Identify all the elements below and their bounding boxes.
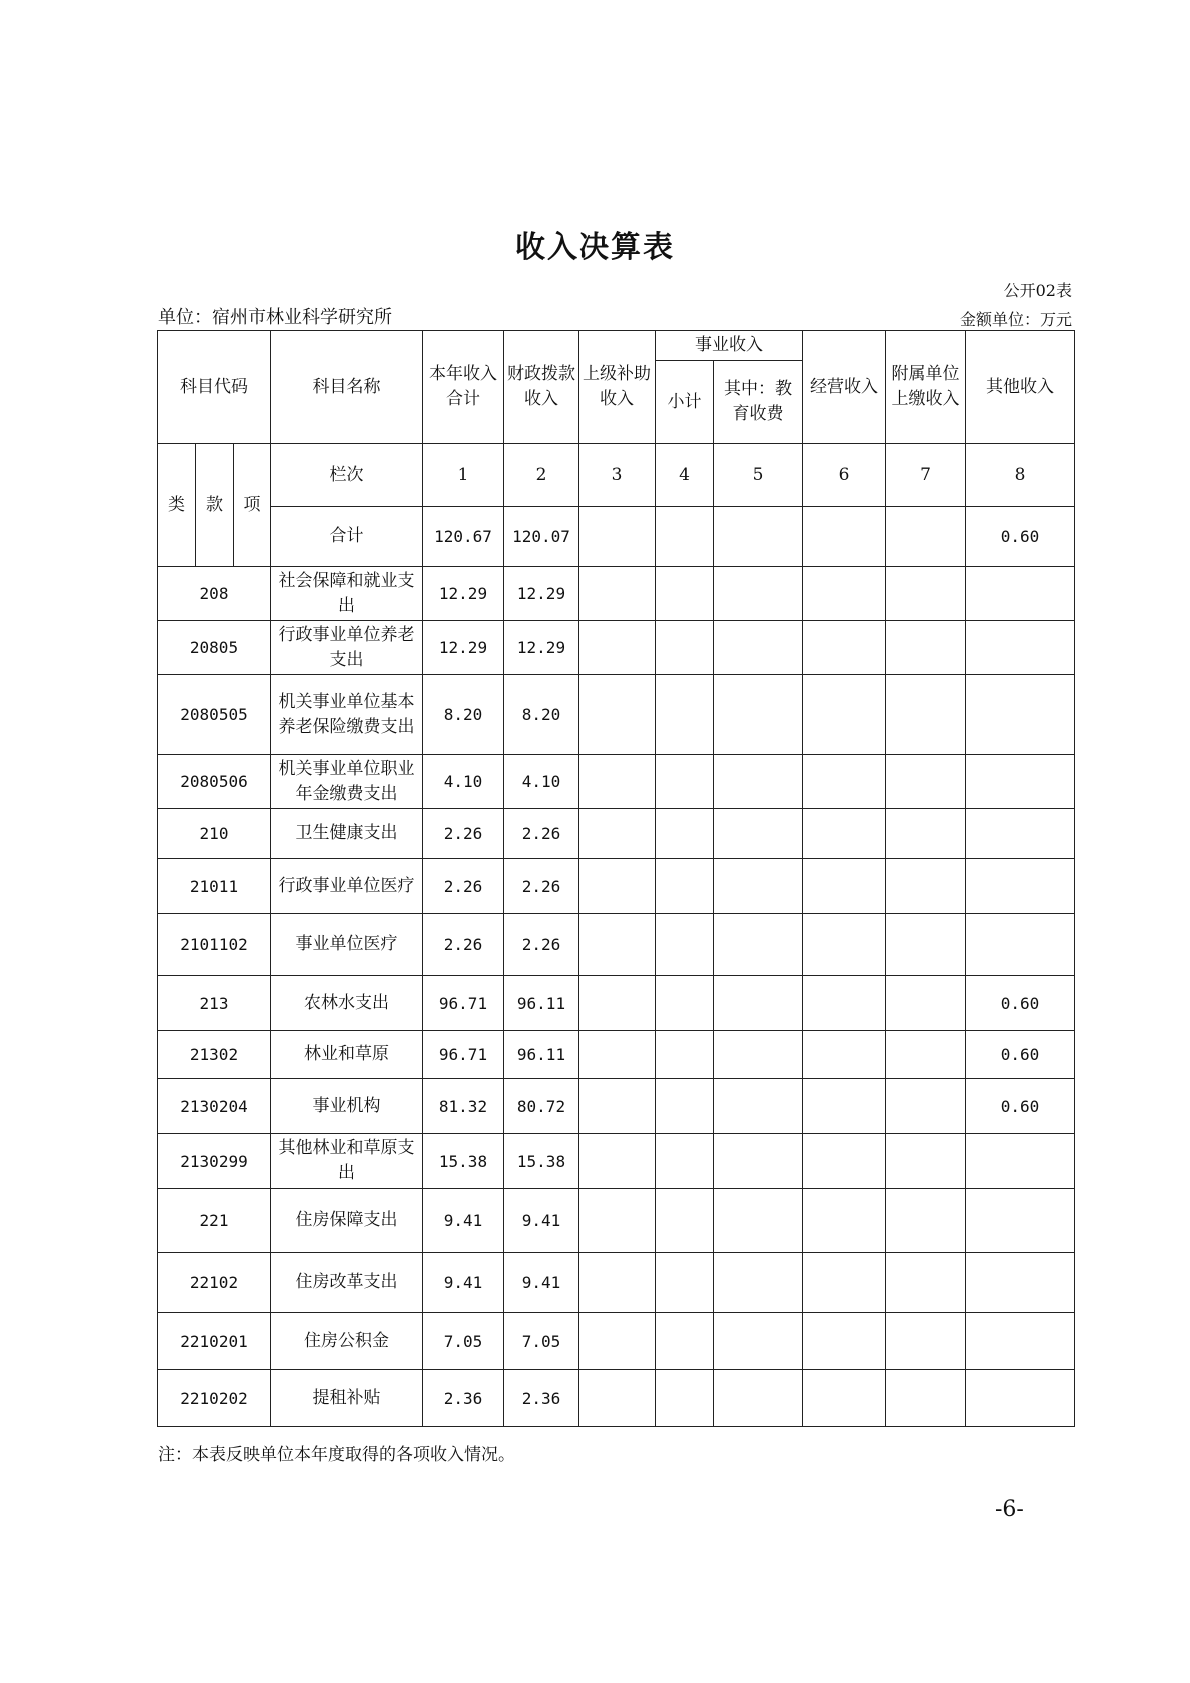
row-value <box>886 1313 966 1370</box>
row-value <box>803 809 886 859</box>
sum-cell <box>714 507 803 567</box>
table-note: 注：本表反映单位本年度取得的各项收入情况。 <box>158 1445 515 1465</box>
table-row <box>158 1313 1075 1370</box>
row-value: 9.41 <box>504 1189 579 1253</box>
row-name: 住房公积金 <box>271 1313 423 1370</box>
row-name: 其他林业和草原支出 <box>271 1134 423 1189</box>
row-value <box>656 1079 714 1134</box>
sum-cell: 120.67 <box>423 507 504 567</box>
row-value <box>656 976 714 1031</box>
header-xiang: 项 <box>234 444 271 567</box>
row-value <box>886 914 966 976</box>
header-fiscal: 财政拨款收入 <box>504 331 579 444</box>
row-value: 2.36 <box>504 1370 579 1427</box>
row-value <box>966 859 1075 914</box>
row-value: 96.71 <box>423 1031 504 1079</box>
row-value <box>966 1189 1075 1253</box>
header-name: 科目名称 <box>271 331 423 444</box>
row-value <box>656 1134 714 1189</box>
row-value: 96.11 <box>504 1031 579 1079</box>
row-value <box>886 567 966 621</box>
row-value <box>886 1031 966 1079</box>
sum-label: 合计 <box>271 507 423 567</box>
row-value: 12.29 <box>423 567 504 621</box>
row-value: 2.26 <box>423 914 504 976</box>
row-name: 提租补贴 <box>271 1370 423 1427</box>
row-value <box>966 809 1075 859</box>
column-number: 4 <box>656 444 714 507</box>
row-name: 社会保障和就业支出 <box>271 567 423 621</box>
row-value: 96.71 <box>423 976 504 1031</box>
column-number: 8 <box>966 444 1075 507</box>
row-name: 农林水支出 <box>271 976 423 1031</box>
row-value <box>579 1253 656 1313</box>
sum-cell <box>886 507 966 567</box>
row-name: 行政事业单位医疗 <box>271 859 423 914</box>
row-code: 2080505 <box>158 675 271 755</box>
sum-cell <box>803 507 886 567</box>
row-value <box>966 567 1075 621</box>
row-value <box>579 675 656 755</box>
row-value <box>714 755 803 809</box>
row-value <box>579 976 656 1031</box>
row-value <box>714 1189 803 1253</box>
row-value <box>886 675 966 755</box>
row-name: 事业机构 <box>271 1079 423 1134</box>
row-value <box>803 1134 886 1189</box>
header-education: 其中：教育收费 <box>714 361 803 444</box>
row-value <box>656 1253 714 1313</box>
header-operating: 经营收入 <box>803 331 886 444</box>
row-value: 0.60 <box>966 976 1075 1031</box>
row-value: 8.20 <box>504 675 579 755</box>
row-value <box>803 755 886 809</box>
table-row <box>158 1079 1075 1134</box>
row-value <box>966 1253 1075 1313</box>
header-business: 事业收入 <box>656 331 803 361</box>
column-number: 1 <box>423 444 504 507</box>
header-superior: 上级补助收入 <box>579 331 656 444</box>
row-code: 208 <box>158 567 271 621</box>
row-value <box>803 1189 886 1253</box>
row-value <box>714 621 803 675</box>
header-kuan: 款 <box>196 444 234 567</box>
row-value <box>803 976 886 1031</box>
row-name: 事业单位医疗 <box>271 914 423 976</box>
row-value: 2.36 <box>423 1370 504 1427</box>
row-value <box>656 1370 714 1427</box>
table-row <box>158 1370 1075 1427</box>
row-value <box>966 755 1075 809</box>
column-number: 2 <box>504 444 579 507</box>
row-value <box>579 1313 656 1370</box>
row-value: 2.26 <box>423 859 504 914</box>
row-value <box>656 1031 714 1079</box>
row-code: 210 <box>158 809 271 859</box>
row-value <box>656 914 714 976</box>
row-value: 12.29 <box>504 621 579 675</box>
sum-cell <box>656 507 714 567</box>
row-name: 住房保障支出 <box>271 1189 423 1253</box>
row-value <box>714 859 803 914</box>
table-row <box>158 809 1075 859</box>
table-row <box>158 1253 1075 1313</box>
row-code: 2210202 <box>158 1370 271 1427</box>
row-value <box>714 1134 803 1189</box>
row-value <box>886 859 966 914</box>
row-value <box>579 914 656 976</box>
row-value <box>886 809 966 859</box>
row-value <box>656 809 714 859</box>
row-value: 7.05 <box>423 1313 504 1370</box>
table-row <box>158 1134 1075 1189</box>
row-value: 8.20 <box>423 675 504 755</box>
row-value: 2.26 <box>504 809 579 859</box>
row-value <box>803 1031 886 1079</box>
row-value <box>579 1189 656 1253</box>
column-number: 6 <box>803 444 886 507</box>
row-value <box>714 567 803 621</box>
column-number: 7 <box>886 444 966 507</box>
table-row <box>158 755 1075 809</box>
table-row <box>158 914 1075 976</box>
row-code: 2130299 <box>158 1134 271 1189</box>
page-title: 收入决算表 <box>515 230 675 265</box>
row-value: 80.72 <box>504 1079 579 1134</box>
table-row <box>158 976 1075 1031</box>
row-value: 9.41 <box>423 1253 504 1313</box>
row-code: 21302 <box>158 1031 271 1079</box>
row-value <box>803 1253 886 1313</box>
row-name: 行政事业单位养老支出 <box>271 621 423 675</box>
row-value: 4.10 <box>504 755 579 809</box>
table-row <box>158 1031 1075 1079</box>
row-value <box>714 976 803 1031</box>
table-row <box>158 621 1075 675</box>
column-number: 3 <box>579 444 656 507</box>
unit-label: 单位：宿州市林业科学研究所 <box>158 307 392 328</box>
row-code: 2130204 <box>158 1079 271 1134</box>
row-value <box>966 1134 1075 1189</box>
row-value <box>579 755 656 809</box>
row-name: 卫生健康支出 <box>271 809 423 859</box>
row-value <box>886 1079 966 1134</box>
row-value <box>714 1079 803 1134</box>
row-value: 15.38 <box>423 1134 504 1189</box>
row-value <box>966 1370 1075 1427</box>
row-code: 221 <box>158 1189 271 1253</box>
row-value <box>966 621 1075 675</box>
row-value <box>579 859 656 914</box>
row-value <box>579 1134 656 1189</box>
row-value <box>656 675 714 755</box>
row-value <box>579 809 656 859</box>
sum-cell: 120.07 <box>504 507 579 567</box>
row-code: 2080506 <box>158 755 271 809</box>
row-value <box>886 1189 966 1253</box>
row-name: 住房改革支出 <box>271 1253 423 1313</box>
row-value <box>966 1313 1075 1370</box>
row-code: 2210201 <box>158 1313 271 1370</box>
row-value: 9.41 <box>423 1189 504 1253</box>
row-value: 7.05 <box>504 1313 579 1370</box>
row-value: 9.41 <box>504 1253 579 1313</box>
header-code: 科目代码 <box>158 331 271 444</box>
row-value <box>803 567 886 621</box>
row-value <box>579 1370 656 1427</box>
row-value: 81.32 <box>423 1079 504 1134</box>
row-value: 12.29 <box>504 567 579 621</box>
row-value: 96.11 <box>504 976 579 1031</box>
row-value <box>656 1313 714 1370</box>
row-name: 机关事业单位基本养老保险缴费支出 <box>271 675 423 755</box>
row-value <box>656 567 714 621</box>
row-value <box>803 914 886 976</box>
row-value <box>714 1253 803 1313</box>
column-no-label: 栏次 <box>271 444 423 507</box>
row-value <box>714 914 803 976</box>
row-code: 213 <box>158 976 271 1031</box>
row-value <box>656 755 714 809</box>
row-value <box>803 621 886 675</box>
row-value: 15.38 <box>504 1134 579 1189</box>
row-value <box>803 675 886 755</box>
header-total: 本年收入合计 <box>423 331 504 444</box>
income-table <box>157 330 1075 1427</box>
row-value: 2.26 <box>504 914 579 976</box>
row-value <box>803 1370 886 1427</box>
row-value <box>966 914 1075 976</box>
row-value <box>579 621 656 675</box>
table-row <box>158 1189 1075 1253</box>
row-value <box>886 755 966 809</box>
row-value <box>714 1370 803 1427</box>
row-name: 机关事业单位职业年金缴费支出 <box>271 755 423 809</box>
row-value: 2.26 <box>423 809 504 859</box>
table-row <box>158 567 1075 621</box>
row-value <box>803 1313 886 1370</box>
row-value <box>886 976 966 1031</box>
header-lei: 类 <box>158 444 196 567</box>
header-other: 其他收入 <box>966 331 1075 444</box>
row-value <box>886 1370 966 1427</box>
row-value <box>714 809 803 859</box>
row-value: 4.10 <box>423 755 504 809</box>
row-value <box>886 1134 966 1189</box>
page-number: -6- <box>995 1497 1024 1522</box>
row-name: 林业和草原 <box>271 1031 423 1079</box>
row-value <box>579 1031 656 1079</box>
table-row <box>158 675 1075 755</box>
row-code: 22102 <box>158 1253 271 1313</box>
sum-cell: 0.60 <box>966 507 1075 567</box>
row-value <box>656 1189 714 1253</box>
row-code: 2101102 <box>158 914 271 976</box>
row-value: 2.26 <box>504 859 579 914</box>
header-affiliated: 附属单位上缴收入 <box>886 331 966 444</box>
row-value: 12.29 <box>423 621 504 675</box>
row-value <box>579 567 656 621</box>
row-value <box>656 621 714 675</box>
row-value: 0.60 <box>966 1031 1075 1079</box>
form-number: 公开02表 <box>1003 281 1072 300</box>
money-unit-label: 金额单位：万元 <box>959 310 1072 329</box>
row-value <box>579 1079 656 1134</box>
row-value <box>714 1313 803 1370</box>
row-code: 21011 <box>158 859 271 914</box>
row-value <box>803 859 886 914</box>
row-value: 0.60 <box>966 1079 1075 1134</box>
sum-cell <box>579 507 656 567</box>
row-value <box>714 1031 803 1079</box>
row-value <box>656 859 714 914</box>
row-value <box>966 675 1075 755</box>
table-row <box>158 859 1075 914</box>
row-value <box>714 675 803 755</box>
row-value <box>886 621 966 675</box>
header-subtotal: 小计 <box>656 361 714 444</box>
column-number: 5 <box>714 444 803 507</box>
row-code: 20805 <box>158 621 271 675</box>
row-value <box>803 1079 886 1134</box>
row-value <box>886 1253 966 1313</box>
